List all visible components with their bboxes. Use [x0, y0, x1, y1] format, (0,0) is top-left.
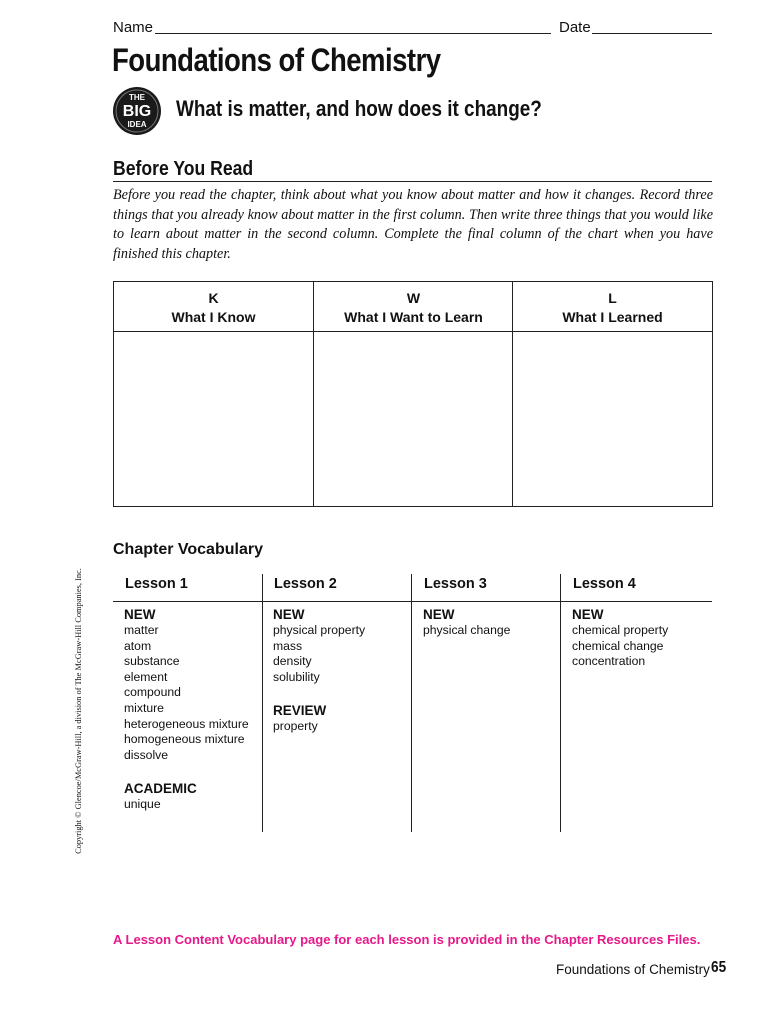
badge-big: BIG: [122, 103, 152, 120]
lesson-4-heading: Lesson 4: [573, 576, 636, 592]
vocab-term: matter: [124, 623, 159, 637]
footer-chapter-title: Foundations of Chemistry: [556, 962, 710, 977]
date-label: Date: [559, 19, 591, 36]
kwl-cell-learned[interactable]: [513, 332, 712, 502]
column-divider: [560, 574, 561, 832]
vocab-term: physical change: [423, 623, 511, 637]
big-idea-question: What is matter, and how does it change?: [176, 96, 542, 121]
big-idea-icon: [112, 86, 162, 136]
kwl-letter: L: [608, 290, 617, 306]
kwl-header-know: [114, 282, 313, 332]
vocab-term: property: [273, 719, 318, 734]
before-you-read-instructions: Before you read the chapter, think about what you know about matter and how it changes. Record three things that you already know about matter in the first column. Then write three things that you would like to learn about matter in the second column. Complete the final column of the chart when you have finished this chapter.: [113, 187, 713, 263]
vocab-term: atom: [124, 638, 152, 653]
kwl-label: What I Learned: [562, 309, 663, 325]
vocab-term: mass: [273, 638, 303, 653]
chapter-vocabulary-title: Chapter Vocabulary: [113, 541, 263, 558]
kwl-letter: K: [208, 290, 219, 306]
vocab-term: heterogeneous mixture: [124, 716, 249, 731]
group-label: ACADEMIC: [124, 781, 197, 797]
kwl-label: What I Want to Learn: [344, 309, 483, 325]
group-label: NEW: [124, 607, 156, 622]
kwl-column-know: [114, 282, 313, 506]
vocab-term: concentration: [572, 654, 646, 669]
page-number: 65: [711, 959, 727, 976]
kwl-cell-know[interactable]: [114, 332, 313, 502]
page-title: Foundations of Chemistry: [112, 42, 441, 78]
column-divider: [262, 574, 263, 832]
before-you-read-heading: Before You Read: [113, 158, 254, 180]
badge-idea: IDEA: [127, 120, 147, 129]
group-label: NEW: [273, 607, 305, 622]
vocab-term: chemical property: [572, 623, 669, 637]
kwl-column-want: [313, 282, 513, 506]
date-field[interactable]: [592, 33, 712, 34]
kwl-cell-want[interactable]: [314, 332, 513, 502]
name-field[interactable]: [155, 33, 551, 34]
vocab-term: chemical change: [572, 638, 664, 653]
kwl-header-learned: [513, 282, 712, 332]
vocab-term: density: [273, 654, 312, 669]
group-label: REVIEW: [273, 703, 327, 719]
vocab-term: dissolve: [124, 747, 169, 762]
lesson-1-vocab: [124, 607, 249, 813]
lesson-2-vocab: [273, 607, 365, 735]
vocab-term: solubility: [273, 669, 320, 684]
lesson-2-heading: Lesson 2: [274, 576, 337, 592]
badge-the: THE: [129, 93, 145, 102]
lesson-3-vocab: [423, 607, 510, 639]
name-label: Name: [113, 19, 154, 36]
copyright-notice: Copyright © Glencoe/McGraw-Hill, a division of The McGraw-Hill Companies, Inc.: [74, 568, 83, 854]
lesson-4-vocab: [572, 607, 668, 670]
vocabulary-header-rule: [113, 601, 712, 602]
group-label: NEW: [423, 607, 455, 622]
lesson-1-heading: Lesson 1: [125, 576, 188, 592]
group-label: NEW: [572, 607, 604, 622]
vocab-term: compound: [124, 685, 181, 700]
kwl-column-learned: [512, 282, 712, 506]
vocab-term: homogeneous mixture: [124, 732, 245, 747]
vocab-term: physical property: [273, 623, 366, 637]
vocab-term: unique: [124, 797, 161, 812]
column-divider: [411, 574, 412, 832]
vocab-term: element: [124, 669, 168, 684]
kwl-label: What I Know: [171, 309, 256, 325]
kwl-header-want: [314, 282, 513, 332]
kwl-letter: W: [406, 290, 421, 306]
lesson-3-heading: Lesson 3: [424, 576, 487, 592]
resource-note: A Lesson Content Vocabulary page for each lesson is provided in the Chapter Resources Files.: [113, 932, 701, 947]
kwl-chart: [113, 281, 713, 507]
vocab-term: mixture: [124, 700, 164, 715]
section-divider: [113, 181, 712, 182]
vocab-term: substance: [124, 654, 180, 669]
